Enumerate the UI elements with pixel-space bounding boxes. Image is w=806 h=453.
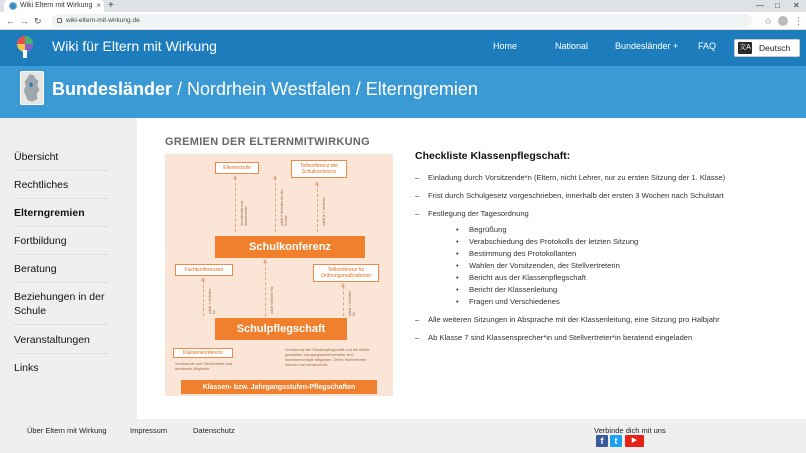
- new-tab-icon[interactable]: +: [108, 0, 114, 11]
- box-klassenkonferenz: Klassenkonferenz: [173, 348, 233, 358]
- translate-icon: 文A: [738, 42, 752, 54]
- forward-icon[interactable]: →: [20, 16, 29, 26]
- back-icon[interactable]: ←: [6, 16, 15, 26]
- agenda-item: • Wahlen der Vorsitzenden, der Stellvertreterin: [456, 260, 785, 272]
- breadcrumb-path: / Nordrhein Westfalen / Elterngremien: [172, 79, 478, 99]
- window-close-icon[interactable]: ✕: [793, 1, 800, 10]
- breadcrumb: [52, 79, 478, 100]
- agenda-item: • Bericht aus der Klassenpflegschaft: [456, 272, 785, 284]
- box-ordnungsmassnahmen: Teilkonferenz für Ordnungsmaßnahmen: [313, 264, 379, 282]
- browser-tab-bar: [0, 0, 806, 12]
- sidebar-item-rechtliches[interactable]: Rechtliches: [14, 178, 109, 199]
- arrow-up-5: [265, 262, 266, 316]
- sidebar-item-veranstaltungen[interactable]: Veranstaltungen: [14, 333, 109, 354]
- language-label: Deutsch: [759, 43, 791, 53]
- footer-link-about[interactable]: Über Eltern mit Wirkung: [27, 426, 107, 435]
- minimize-icon[interactable]: —: [756, 1, 764, 10]
- arrow-up-1: [235, 178, 236, 232]
- breadcrumb-bundeslaender[interactable]: Bundesländer: [52, 79, 173, 99]
- list-item: – Einladung durch Vorsitzende*n (Eltern, nicht Lehrer, nur zu ersten Sitzung der 1. Klasse): [415, 172, 785, 184]
- checklist-title: Checkliste Klassenpflegschaft:: [415, 150, 571, 162]
- bookmark-star-icon[interactable]: ☆: [764, 16, 773, 26]
- tab-title: Wiki Eltern mit Wirkung: [20, 2, 93, 9]
- list-item: [415, 208, 785, 308]
- agenda-item: • Verabschiedung des Protokolls der letzten Sitzung: [456, 236, 785, 248]
- maximize-icon[interactable]: □: [775, 1, 780, 10]
- list-item: – Ab Klasse 7 sind Klassensprecher*in und Stellvertreter*in beratend eingeladen: [415, 332, 785, 344]
- box-fachkonferenzen: Fachkonferenzen: [175, 264, 233, 276]
- box-schulkonferenz: Schulkonferenz: [215, 236, 365, 258]
- twitter-icon[interactable]: t: [610, 435, 622, 447]
- sidebar-item-fortbildung[interactable]: Fortbildung: [14, 234, 109, 255]
- diagram-title: GREMIEN DER ELTERNMITWIRKUNG: [165, 136, 370, 148]
- box-schulpflegschaft: Schulpflegschaft: [215, 318, 347, 340]
- note-vertical-5: wählt Vertreter für: [270, 286, 274, 314]
- youtube-icon[interactable]: ▶: [625, 435, 644, 447]
- address-bar[interactable]: [52, 14, 752, 28]
- gremien-diagram: [165, 136, 393, 396]
- agenda-item: • Fragen und Verschiedenes: [456, 296, 785, 308]
- main-content: [137, 118, 806, 419]
- note-right: Vorsitzende der Klassenpflegschaft und die hierfür gewählten Jahrgangsstufenvertreter sind stimmberechtigte Mitglieder. Deren Stellvertreter nehmen nur beratend teil.: [285, 348, 370, 367]
- footer-link-impressum[interactable]: Impressum: [130, 426, 168, 435]
- diagram-canvas: [165, 154, 393, 396]
- agenda-item: • Begrüßung: [456, 224, 785, 236]
- sidebar: [0, 118, 137, 419]
- note-vertical-3: wählt je 1 Vertreter: [322, 196, 326, 226]
- arrow-up-3: [317, 184, 318, 232]
- sidebar-item-uebersicht[interactable]: Übersicht: [14, 150, 109, 171]
- agenda-item: • Bericht der Klassenleitung: [456, 284, 785, 296]
- nav-home[interactable]: Home: [493, 41, 518, 51]
- note-vertical-1: Vorsitzende und Stellvertreter: [240, 200, 248, 226]
- site-header: [0, 30, 806, 66]
- social-label: Verbinde dich mit uns: [594, 426, 666, 435]
- list-item-text: Festlegung der Tagesordnung: [428, 209, 529, 218]
- browser-tab[interactable]: [4, 0, 104, 12]
- sidebar-item-beziehungen[interactable]: Beziehungen in der Schule: [14, 290, 109, 325]
- note-left: Vorsitzende und Stellvertreter und beratende Mitglieder: [175, 362, 233, 371]
- reload-icon[interactable]: ↻: [34, 16, 42, 26]
- box-klassenpflegschaften: Klassen- bzw. Jahrgangsstufen-Pflegschaften: [181, 380, 377, 394]
- agenda-item: • Bestimmung des Protokollanten: [456, 248, 785, 260]
- breadcrumb-banner: [0, 66, 806, 118]
- url-text: wiki-eltern-mit-wirkung.de: [66, 17, 140, 24]
- note-vertical-2: wählt 2 Vertreter für die Schule: [280, 189, 288, 226]
- note-vertical-4: wählt 1 Vertreter für: [208, 288, 216, 314]
- nav-faq[interactable]: FAQ: [698, 41, 717, 51]
- arrow-up-4: [203, 280, 204, 316]
- footer: [0, 419, 806, 453]
- nav-bundeslaender[interactable]: Bundesländer +: [615, 41, 679, 51]
- browser-menu-icon[interactable]: ⋮: [794, 16, 803, 26]
- note-vertical-6: wählt 1 Vertreter für: [348, 290, 356, 316]
- germany-map-icon: [20, 71, 44, 105]
- language-button[interactable]: [734, 39, 800, 57]
- tab-close-icon[interactable]: ×: [96, 1, 101, 10]
- facebook-icon[interactable]: f: [596, 435, 608, 447]
- lock-icon: [57, 18, 62, 23]
- site-title[interactable]: Wiki für Eltern mit Wirkung: [52, 38, 217, 54]
- list-item: – Alle weiteren Sitzungen in Absprache mit der Klassenleitung, eine Sitzung pro Halbjahr: [415, 314, 785, 326]
- site-favicon-icon: [9, 2, 17, 10]
- arrow-up-6: [343, 286, 344, 316]
- arrow-up-2: [275, 178, 276, 232]
- site-logo-icon[interactable]: [14, 35, 36, 59]
- browser-toolbar: [0, 12, 806, 30]
- checklist: [415, 150, 785, 350]
- nav-national[interactable]: National: [555, 41, 589, 51]
- profile-avatar-icon[interactable]: [778, 16, 788, 26]
- box-teilkonferenz: Teilkonferenz der Schulkonferenz: [291, 160, 347, 178]
- footer-link-datenschutz[interactable]: Datenschutz: [193, 426, 235, 435]
- sidebar-item-elterngremien[interactable]: Elterngremien: [14, 206, 109, 227]
- sidebar-item-beratung[interactable]: Beratung: [14, 262, 109, 283]
- box-elternschule: Elternschule: [215, 162, 259, 174]
- agenda-list: [428, 224, 785, 308]
- sidebar-item-links[interactable]: Links: [14, 362, 39, 374]
- list-item: – Frist durch Schulgesetz vorgeschrieben, innerhalb der ersten 3 Wochen nach Schulstart: [415, 190, 785, 202]
